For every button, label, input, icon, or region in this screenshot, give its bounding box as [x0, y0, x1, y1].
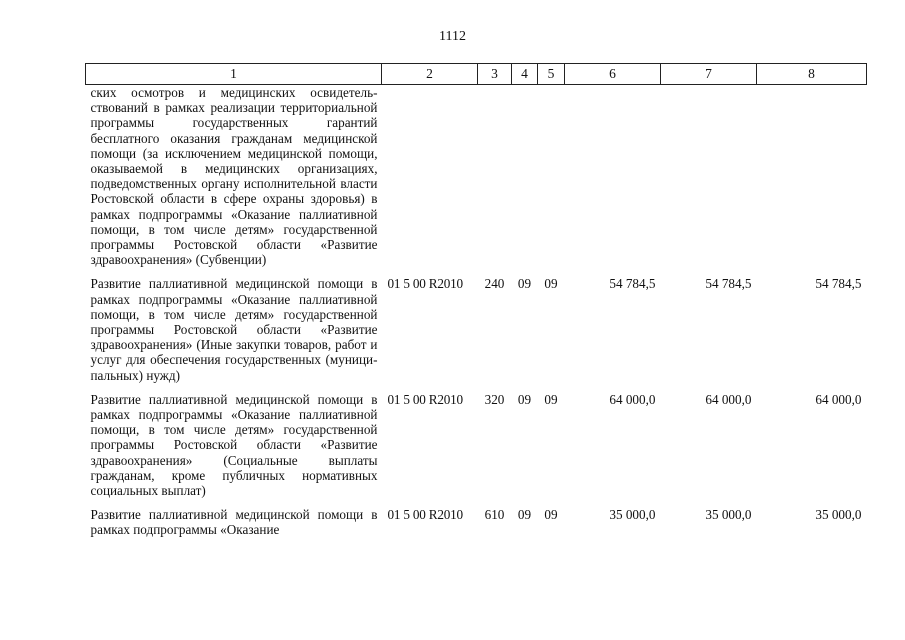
- row-subsection: 09: [544, 276, 558, 292]
- row-target-code: 01 5 00 R2010: [387, 507, 463, 523]
- row-target-code: 01 5 00 R2010: [387, 276, 463, 292]
- row-section: 09: [517, 391, 532, 407]
- row-amount-col6: [565, 85, 661, 277]
- row-expense-type: 610: [484, 507, 505, 523]
- header-col-1: 1: [86, 64, 382, 85]
- row-description: Развитие паллиативной медицинской помощи в рамках подпрограммы «Оказание: [90, 507, 378, 538]
- row-description: ских осмотров и медицинских освидетельствований в рамках реализации территориальной программы государственных гарантий бесплатного оказания гражданам медицинской помощи (за исключением медицинской помощи, оказываемой в медицинских организациях, подведомственных органу исполнительной власти Ростовской области в сфере охраны здоровья) в рамках подпрограммы «Оказание паллиативной помощи, в том числе детям» государственной программы Ростовской области «Развитие здравоохранения» (Субвенции): [90, 85, 378, 268]
- page-number: 1112: [439, 29, 466, 44]
- header-col-5: 5: [538, 64, 565, 85]
- row-amount-col7: 54 784,5: [705, 276, 752, 292]
- table-row: [86, 507, 867, 537]
- row-expense-type: 320: [484, 391, 505, 407]
- row-amount-col6: 64 000,0: [609, 391, 656, 407]
- header-col-3: 3: [478, 64, 512, 85]
- row-amount-col8: [757, 85, 867, 277]
- row-expense-type: 240: [484, 276, 505, 292]
- row-subsection: [538, 85, 565, 277]
- table-row: [86, 276, 867, 391]
- row-section: [512, 85, 538, 277]
- table-row: [86, 392, 867, 507]
- header-col-6: 6: [565, 64, 661, 85]
- row-description: Развитие паллиативной медицинской помощи в рамках подпрограммы «Оказание паллиативной помощи, в том числе детям» государственной программы Ростовской области «Развитие здравоохранения» (Иные закупки товаров, работ и услуг для обеспечения государственных (муниципальных) нужд): [90, 276, 378, 383]
- row-amount-col7: 35 000,0: [705, 507, 752, 523]
- row-amount-col7: 64 000,0: [705, 391, 752, 407]
- row-target-code: [382, 85, 478, 277]
- row-section: 09: [517, 276, 532, 292]
- row-amount-col8: 54 784,5: [815, 276, 862, 292]
- row-section: 09: [517, 507, 532, 523]
- row-amount-col6: 54 784,5: [609, 276, 656, 292]
- row-amount-col8: 64 000,0: [815, 391, 862, 407]
- row-expense-type: [478, 85, 512, 277]
- header-col-7: 7: [661, 64, 757, 85]
- table-row: [86, 85, 867, 277]
- row-description: Развитие паллиативной медицинской помощи в рамках подпрограммы «Оказание паллиативной помощи, в том числе детям» государственной программы Ростовской области «Развитие здравоохранения» (Социальные выплаты гражданам, кроме публичных нормативных социальных выплат): [90, 391, 378, 499]
- budget-table: [85, 63, 867, 538]
- row-amount-col8: 35 000,0: [815, 507, 862, 523]
- header-col-4: 4: [512, 64, 538, 85]
- header-col-2: 2: [382, 64, 478, 85]
- row-amount-col6: 35 000,0: [609, 507, 656, 523]
- header-row: [86, 64, 867, 85]
- row-subsection: 09: [544, 507, 558, 523]
- header-col-8: 8: [757, 64, 867, 85]
- row-amount-col7: [661, 85, 757, 277]
- row-subsection: 09: [544, 391, 558, 407]
- row-target-code: 01 5 00 R2010: [387, 391, 463, 407]
